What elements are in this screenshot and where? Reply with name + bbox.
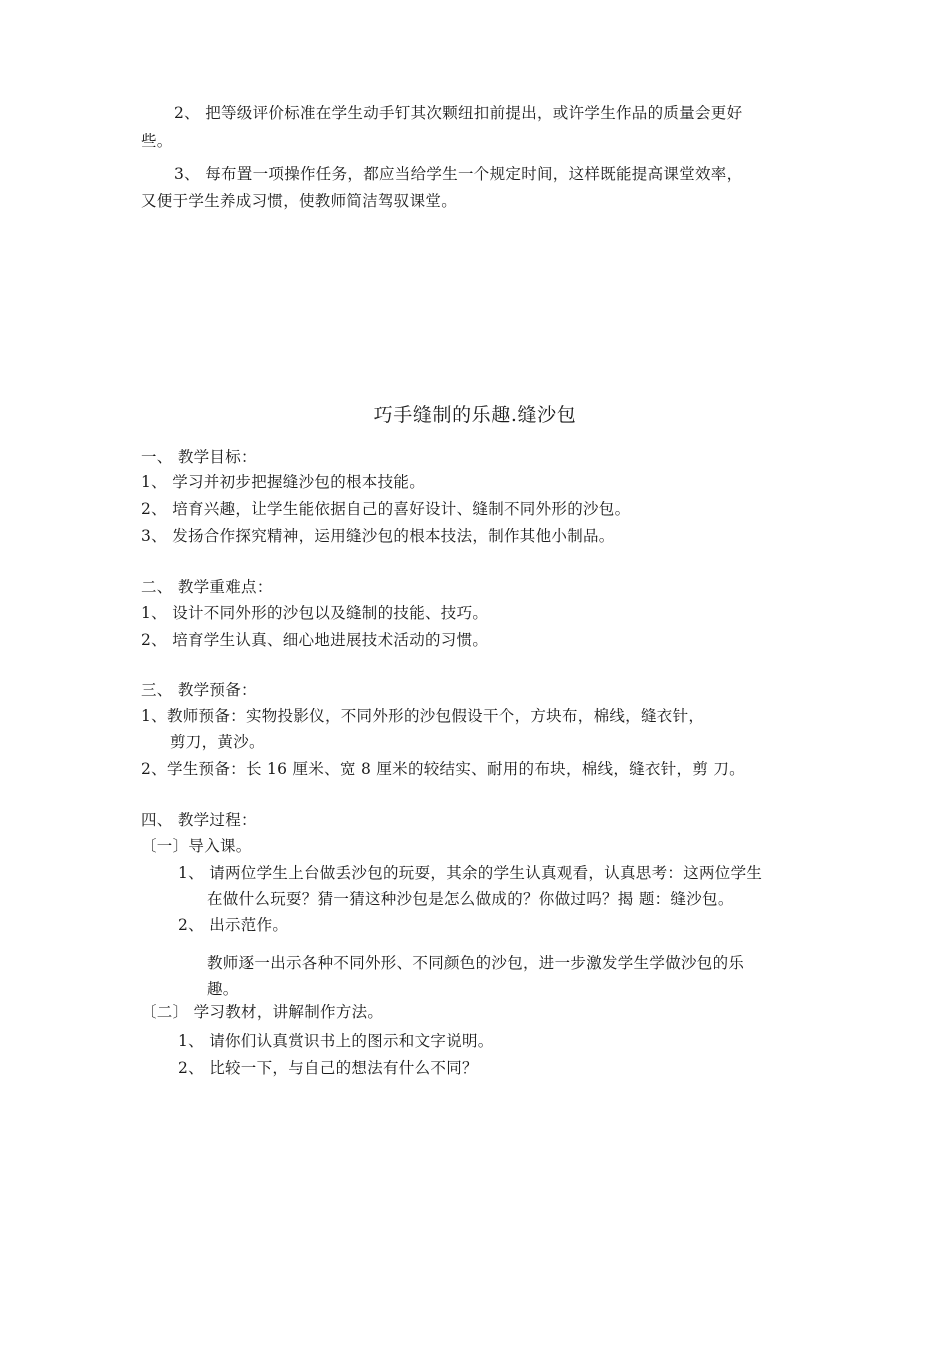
section-2-heading: 二、 教学重难点：	[141, 578, 273, 596]
top-para-3-line1: 3、 每布置一项操作任务，都应当给学生一个规定时间，这样既能提高课堂效率，	[174, 165, 743, 183]
part-1-paragraph-line2: 趣。	[207, 980, 239, 998]
part-2-item-2: 2、 比较一下，与自己的想法有什么不同？	[178, 1059, 478, 1077]
section-3-item-1-line2: 剪刀，黄沙。	[170, 733, 265, 751]
part-1-item-1-line1: 1、 请两位学生上台做丢沙包的玩耍，其余的学生认真观看，认真思考：这两位学生	[178, 864, 763, 882]
top-para-2-line2: 些。	[141, 132, 173, 150]
part-1-item-1-line2: 在做什么玩耍？猜一猜这种沙包是怎么做成的？你做过吗？揭 题：缝沙包。	[207, 890, 734, 908]
part-1-paragraph-line1: 教师逐一出示各种不同外形、不同颜色的沙包，进一步激发学生学做沙包的乐	[207, 954, 745, 972]
top-para-3-line2: 又便于学生养成习惯，使教师简洁驾驭课堂。	[141, 192, 458, 210]
section-3-heading: 三、 教学预备：	[141, 681, 257, 699]
section-1-item: 3、 发扬合作探究精神，运用缝沙包的根本技法，制作其他小制品。	[141, 527, 615, 545]
section-1-item: 1、 学习并初步把握缝沙包的根本技能。	[141, 473, 425, 491]
part-2-item-1: 1、 请你们认真赏识书上的图示和文字说明。	[178, 1032, 494, 1050]
section-4-heading: 四、 教学过程：	[141, 811, 257, 829]
section-2-item: 2、 培育学生认真、细心地进展技术活动的习惯。	[141, 631, 489, 649]
part-2-heading: 〔二〕 学习教材，讲解制作方法。	[141, 1003, 384, 1021]
section-2-item: 1、 设计不同外形的沙包以及缝制的技能、技巧。	[141, 604, 489, 622]
section-3-item-1-line1: 1、教师预备：实物投影仪，不同外形的沙包假设干个，方块布，棉线，缝衣针，	[141, 707, 705, 725]
lesson-title: 巧手缝制的乐趣.缝沙包	[373, 404, 577, 426]
section-1-heading: 一、 教学目标：	[141, 448, 257, 466]
part-1-item-2: 2、 出示范作。	[178, 916, 289, 934]
top-para-2-line1: 2、 把等级评价标准在学生动手钉其次颗纽扣前提出，或许学生作品的质量会更好	[174, 104, 743, 122]
part-1-heading: 〔一〕导入课。	[141, 837, 252, 855]
section-3-item-2: 2、学生预备：长 16 厘米、宽 8 厘米的较结实、耐用的布块，棉线，缝衣针，剪 刀。	[141, 760, 745, 778]
section-1-item: 2、 培育兴趣，让学生能依据自己的喜好设计、缝制不同外形的沙包。	[141, 500, 631, 518]
